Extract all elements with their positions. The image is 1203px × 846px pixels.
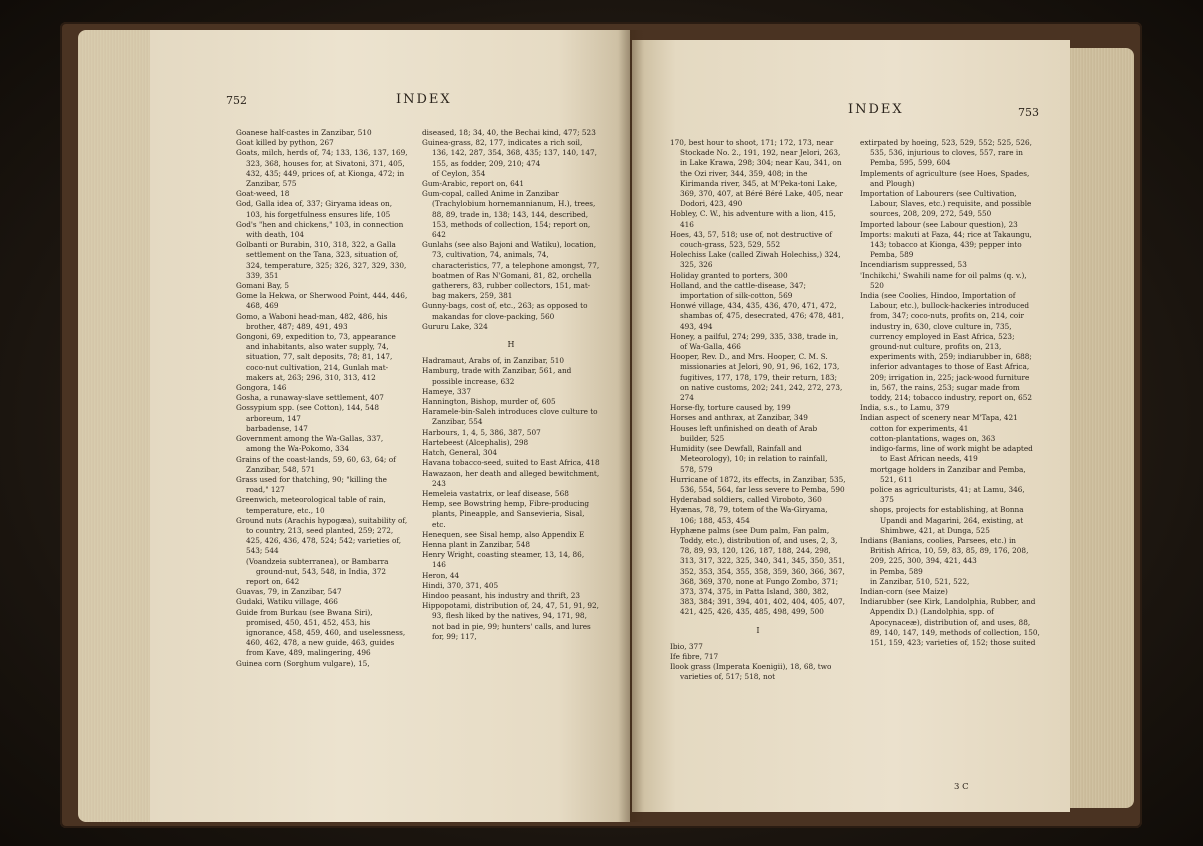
index-entry: report on, 642 [246, 576, 300, 586]
index-entry: Gunlahs (see also Bajoni and Watiku), location, 73, cultivation, 74, animals, 74, characteristics, 77, a telephone amongst, 77, boatmen of Ras N'Gomani, 81, 82, orchella gatherers, 83, rubber collectors, 151, mat-bag makers, 259, 381 [422, 240, 600, 301]
index-entry: in Pemba, 589 [870, 566, 923, 576]
index-entry: Gum-Arabic, report on, 641 [422, 179, 525, 189]
index-entry: Gomani Bay, 5 [236, 281, 289, 291]
index-entry: Goat killed by python, 267 [236, 138, 334, 148]
index-entry: Gururu Lake, 324 [422, 321, 488, 331]
index-entry: Guavas, 79, in Zanzibar, 547 [236, 587, 342, 597]
index-entry: Gongora, 146 [236, 383, 287, 393]
index-entry: Gomo, a Waboni head-man, 482, 486, his brother, 487; 489, 491, 493 [236, 311, 388, 331]
index-entry: Imported labour (see Labour question), 23 [860, 219, 1018, 229]
index-entry: Hoes, 43, 57, 518; use of, not destructive of couch-grass, 523, 529, 552 [670, 229, 832, 250]
index-entry: Hadramaut, Arabs of, in Zanzibar, 510 [422, 356, 565, 366]
index-entry: Indiarubber (see Kirk, Landolphia, Rubber, and Appendix D.) (Landolphia, spp. of Apocynaceæ), distribution of, and uses, 88, 89, 140, 147, 149, methods of collection, 150, 151, 159, 423; varieties of, 152; those suited [860, 597, 1040, 647]
index-entry: Indians (Banians, coolies, Parsees, etc.) in British Africa, 10, 59, 83, 85, 89, 176, 208, 209, 225, 300, 394, 421, 443 [860, 535, 1029, 566]
index-entry: Holechiss Lake (called Ziwah Holechiss,) 324, 325, 326 [670, 250, 841, 270]
index-entry: shops, projects for establishing, at Bonna Upandi and Magarini, 264, existing, at Shimbwe, 421, at Dunga, 525 [870, 505, 1024, 535]
section-letter: I [756, 625, 760, 635]
index-entry: Importation of Labourers (see Cultivation, Labour, Slaves, etc.) requisite, and possible sources, 208, 209, 272, 549, 550 [860, 189, 1032, 219]
index-entry: Goat-weed, 18 [236, 189, 290, 199]
index-entry: Henry Wright, coasting steamer, 13, 14, 86, 146 [422, 550, 585, 570]
index-entry: India, s.s., to Lamu, 379 [860, 403, 950, 413]
index-entry: Guinea corn (Sorghum vulgare), 15, [236, 658, 370, 668]
index-entry: Gum-copal, called Anime in Zanzibar (Trachylobium hornemannianum, H.), trees, 88, 89, trade in, 138; 143, 144, described, 153, methods of collection, 154; report on, 642 [422, 189, 596, 240]
index-entry: Henna plant in Zanzibar, 548 [422, 539, 530, 549]
index-entry: extirpated by hoeing, 523, 529, 552; 525, 526, 535, 536, injurious to cloves, 557, rare in Pemba, 595, 599, 604 [860, 138, 1032, 168]
index-entry: police as agriculturists, 41; at Lamu, 346, 375 [870, 484, 1025, 505]
page-number: 753 [1018, 106, 1039, 119]
index-entry: Hemeleia vastatrix, or leaf disease, 568 [422, 488, 569, 498]
index-entry: Hatch, General, 304 [422, 448, 497, 458]
index-entry: Government among the Wa-Gallas, 337, among the Wa-Pokomo, 334 [236, 434, 384, 454]
index-entry: Holiday granted to porters, 300 [670, 270, 788, 280]
index-entry: Hippopotami, distribution of, 24, 47, 51, 91, 92, 93, flesh liked by the natives, 94, 171, 98, not bad in pie, 99; hunters' calls, and lures for, 99; 117, [422, 601, 599, 641]
index-entry: Henequen, see Sisal hemp, also Appendix E [422, 529, 585, 539]
left-page-edges [78, 30, 150, 822]
index-entry: arboreum, 147 [246, 413, 301, 423]
index-entry: Gossypium spp. (see Cotton), 144, 548 [236, 403, 379, 413]
index-entry: Grains of the coast-lands, 59, 60, 63, 64; of Zanzibar, 548, 571 [236, 454, 396, 474]
index-entry: cotton-plantations, wages on, 363 [870, 433, 996, 443]
index-entry: Holland, and the cattle-disease, 347; importation of silk-cotton, 569 [670, 280, 807, 301]
index-entry: Goanese half-castes in Zanzibar, 510 [236, 128, 372, 137]
index-entry: Indian-corn (see Maize) [860, 586, 948, 596]
index-entry: Hurricane of 1872, its effects, in Zanzibar, 535, 536, 554, 564, far less severe to Pemba, 590 [670, 474, 846, 494]
running-header: INDEX [848, 102, 904, 117]
index-entry: Hooper, Rev. D., and Mrs. Hooper, C. M. S. missionaries at Jelori, 90, 91, 96, 162, 173, fugitives, 177, 178, 179, their return, 183; on native customs, 202; 241, 242, 272, 273, 274 [670, 352, 843, 403]
index-entry: Heron, 44 [422, 570, 460, 580]
index-entry: Gosha, a runaway-slave settlement, 407 [236, 393, 384, 403]
index-entry: Hamburg, trade with Zanzibar, 561, and possible increase, 632 [422, 366, 572, 386]
index-entry: Greenwich, meteorological table of rain, temperature, etc., 10 [236, 495, 386, 515]
index-entry: Guinea-grass, 82, 177, indicates a rich soil, 136, 142, 287, 354, 368, 435; 137, 140, 147, 155, as fodder, 209, 210; 474 [422, 138, 597, 168]
index-entry: 'Inchikchi,' Swahili name for oil palms (q. v.), 520 [860, 270, 1027, 290]
index-entry: Grass used for thatching, 90; "killing the road," 127 [236, 474, 387, 495]
index-column [236, 128, 408, 669]
index-entry: Hemp, see Bowstring hemp, Fibre-producing plants, Pineapple, and Sansevieria, Sisal, etc. [422, 499, 590, 529]
index-entry: Horse-fly, torture caused by, 199 [670, 403, 791, 413]
index-entry: Gudaki, Watiku village, 466 [236, 597, 338, 607]
index-entry: Humidity (see Dewfall, Rainfall and Meteorology), 10; in relation to rainfall, 578, 579 [670, 444, 828, 474]
index-entry: Ife fibre, 717 [670, 651, 719, 661]
index-entry: Hindi, 370, 371, 405 [422, 580, 499, 590]
index-entry: Harbours, 1, 4, 5, 386, 387, 507 [422, 427, 541, 437]
index-entry: mortgage holders in Zanzibar and Pemba, 521, 611 [870, 464, 1026, 484]
right-page-edges [1068, 48, 1134, 808]
right-page [632, 40, 1070, 812]
index-column [670, 138, 846, 683]
index-entry: God's "hen and chickens," 103, in connection with death, 104 [236, 219, 404, 240]
index-entry: Hyphæne palms (see Dum palm, Fan palm, Toddy, etc.), distribution of, and uses, 2, 3, 78, 89, 93, 120, 126, 187, 188, 244, 298, 313, 317, 322, 325, 340, 341, 345, 350, 351, 352, 353, 354, 355, 358, 359, 360, 366, 367, 368, 369, 370, none at Fungo Zombo, 371; 373, 374, 375, in Patta Island, 380, 382, 383, 384; 391, 394, 401, 402, 404, 405, 407, 421, 425, 426, 435, 485, 498, 499, 500 [670, 525, 845, 617]
index-entry: Guide from Burkau (see Bwana Siri), promised, 450, 451, 452, 453, his ignorance, 458, 459, 460, and uselessness, 460, 462, 478, a new guide, 463, guides from Kave, 489, malingering, 496 [236, 607, 406, 658]
index-entry: Houses left unfinished on death of Arab builder, 525 [670, 423, 818, 443]
index-entry: Hyænas, 78, 79, totem of the Wa-Giryama, 106; 188, 453, 454 [670, 505, 828, 525]
index-entry: indigo-farms, line of work might be adapted to East African needs, 419 [870, 444, 1033, 464]
index-entry: (Voandzeia subterranea), or Bambarra ground-nut, 543, 548, in India, 372 [246, 556, 389, 576]
index-entry: Imports: makuti at Faza, 44; rice at Takaungu, 143; tobacco at Kionga, 439; pepper into Pemba, 589 [860, 229, 1032, 260]
index-entry: Hyderabad soldiers, called Viroboto, 360 [670, 495, 822, 505]
index-entry: Hannington, Bishop, murder of, 605 [422, 397, 556, 407]
index-entry: diseased, 18; 34, 40, the Bechai kind, 477; 523 [422, 128, 596, 137]
running-header: INDEX [396, 92, 452, 107]
left-page [150, 30, 630, 822]
index-entry: Ilook grass (Imperata Koenigii), 18, 68, two varieties of, 517; 518, not [670, 662, 832, 682]
index-column [860, 138, 1040, 648]
index-entry: Honwé village, 434, 435, 436, 470, 471, 472, shambas of, 475, desecrated, 476; 478, 481, 493, 494 [670, 301, 844, 331]
index-entry: Incendiarism suppressed, 53 [860, 260, 967, 270]
index-entry: Hobley, C. W., his adventure with a lion, 415, 416 [670, 209, 836, 229]
index-entry: Indian aspect of scenery near M'Tapa, 421 [860, 413, 1018, 423]
index-entry: Honey, a pailful, 274; 299, 335, 338, trade in, of Wa-Galla, 466 [670, 331, 839, 352]
index-entry: Ground nuts (Arachis hypogæa), suitability of, to country, 213, seed planted, 259; 272, 425, 426, 436, 478, 524; 542; varieties of, 543; 544 [236, 515, 408, 556]
index-entry: Implements of agriculture (see Hoes, Spades, and Plough) [860, 168, 1030, 188]
index-entry: Gome la Hekwa, or Sherwood Point, 444, 446, 468, 469 [236, 291, 408, 311]
index-entry: Hartebeest (Alcephalis), 298 [422, 437, 529, 447]
index-entry: of Ceylon, 354 [432, 168, 486, 178]
index-entry: Hameye, 337 [422, 386, 471, 396]
index-entry: Havana tobacco-seed, suited to East Africa, 418 [422, 458, 600, 468]
index-entry: Horses and anthrax, at Zanzibar, 349 [670, 413, 808, 423]
index-entry: cotton for experiments, 41 [870, 423, 969, 433]
index-entry: God, Galla idea of, 337; Giryama ideas on, 103, his forgetfulness ensures life, 105 [236, 199, 393, 219]
index-entry: barbadense, 147 [246, 423, 308, 433]
page-number: 752 [226, 94, 247, 107]
index-entry: in Zanzibar, 510, 521, 522, [870, 576, 970, 586]
book-gutter [618, 30, 644, 822]
index-entry: Goats, milch, herds of, 74; 133, 136, 137, 169, 323, 368, houses for, at Sivatoni, 371, 405, 432, 435; 449, prices of, at Kionga, 472; in Zanzibar, 575 [236, 148, 408, 189]
index-entry: Golbanti or Burabin, 310, 318, 322, a Galla settlement on the Tana, 323, situation of, 324, temperature, 325; 326, 327, 329, 330, 339, 351 [236, 240, 407, 280]
index-entry: Gunny-bags, cost of, etc., 263; as opposed to makandas for clove-packing, 560 [422, 301, 588, 321]
index-column [422, 128, 600, 642]
section-letter: H [507, 340, 515, 350]
index-entry: India (see Coolies, Hindoo, Importation of Labour, etc.), bullock-hackeries introduced from, 347; coco-nuts, profits on, 214, coir industry in, 630, clove culture in, 735, currency employed in East Africa, 523; ground-nut culture, profits on, 213, experiments with, 259; indiarubber in, 688; inferior advantages to those of East Africa, 209; irrigation in, 225; jack-wood furniture in, 567, the rains, 253; sugar made from toddy, 214; tobacco industry, report on, 652 [860, 291, 1033, 403]
index-entry: Hindoo peasant, his industry and thrift, 23 [422, 590, 581, 600]
index-entry: 170, best hour to shoot, 171; 172, 173, near Stockade No. 2., 191, 192, near Jelori, 263, in Lake Krawa, 298; 304; near Kau, 341, on the Ozi river, 344, 359, 408; in the Kirimanda river, 345, at M'Peka-toni Lake, 369, 370, 407, at Béré Béré Lake, 405, near Dodori, 423, 490 [670, 138, 843, 209]
index-entry: Gongoni, 69, expedition to, 73, appearance and inhabitants, also water supply, 74, situation, 77, salt deposits, 78; 81, 147, coco-nut cultivation, 214, Gunlah mat-makers at, 263; 296, 310, 313, 412 [236, 332, 396, 382]
index-entry: Haramele-bin-Saleh introduces clove culture to Zanzibar, 554 [422, 407, 598, 427]
index-entry: Ibio, 377 [670, 641, 703, 651]
signature-mark: 3 C [954, 782, 969, 792]
index-entry: Hawazaon, her death and alleged bewitchment, 243 [422, 468, 600, 488]
